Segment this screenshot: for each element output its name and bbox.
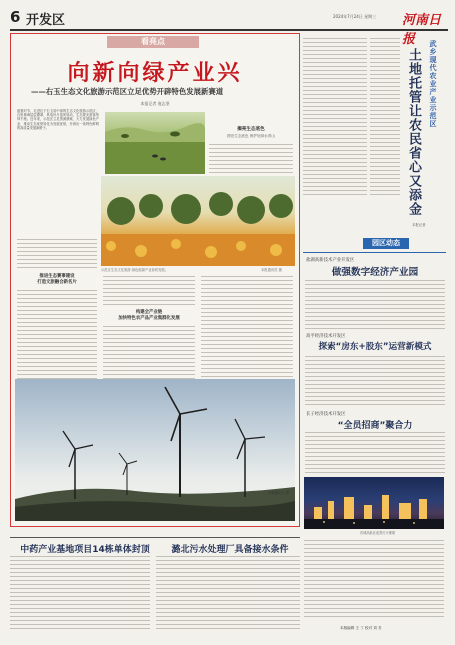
bottom-story3-body <box>304 540 444 620</box>
wind-photo-credit: 本报通讯员 摄 <box>268 491 289 495</box>
top-photo <box>105 112 205 174</box>
bottom-story2-title: 潞北污水处理厂具备接水条件 <box>171 545 289 555</box>
bottom-story2-body <box>156 556 300 632</box>
night-photo <box>304 477 444 529</box>
top-photo-caption <box>209 126 293 174</box>
park-news-label-bg <box>363 238 409 249</box>
page-number: 6 <box>10 8 21 26</box>
photo-credit: 本报通讯员 摄 <box>261 268 282 272</box>
side-caption-title: 擦亮生态底色 <box>237 127 265 132</box>
news3-title: “全员招商”聚合力 <box>337 421 413 431</box>
footer-credits: 本版编辑 王 丁 校对 刘 芳 <box>340 626 382 630</box>
body-col-2 <box>103 276 195 306</box>
photo-caption: 示范区生态文化旅游 绿色能源产业协同发展。 <box>101 268 168 272</box>
masthead: 河南日报 <box>402 13 442 47</box>
headline: 向新向绿产业兴 <box>67 60 243 86</box>
news3-body <box>305 432 445 476</box>
subheading-1: 推进生态赛事建设 打造文旅融合新名片 <box>37 274 77 285</box>
right-byline: 本报记者 <box>412 223 426 227</box>
body-col-1-upper <box>17 239 97 271</box>
news2-body <box>305 356 445 408</box>
header-rule <box>10 29 448 31</box>
park-news-rule <box>303 252 446 253</box>
issue-date: 2024年7月24日 星期三 <box>333 14 377 19</box>
subheading-2: 构建全产业链 加快特色农产品产业集群化发展 <box>118 310 180 321</box>
right-col-text-2 <box>370 38 400 198</box>
right-col-text-1 <box>303 38 367 198</box>
byline: 本报记者 庞志坚 <box>140 101 170 106</box>
intro-text: 盛夏时节，走进位于右玉县中部的生态文化旅游示范区，百里林海层层叠翠，风电叶片迎风转动，生态观光游客络绎不绝。近年来，示范区立足资源禀赋，大力发展绿色产业，推动生态优势转化为发展优势，开辟出一条特色鲜明的高质量发展新路子。 <box>17 109 99 130</box>
flower-photo <box>101 176 295 266</box>
right-headline: 土地托管让农民省心又添金 <box>406 48 421 216</box>
banner-label: 看亮点 <box>141 37 165 46</box>
news1-title: 做强数字经济产业园 <box>331 267 419 278</box>
news1-kicker: 盐湖高新技术产业开发区 <box>306 258 355 263</box>
bottom-story1-title: 中药产业基地项目14栋单体封顶 <box>20 545 150 555</box>
news2-kicker: 高平经济技术开发区 <box>306 334 346 339</box>
lead-story-frame <box>10 33 300 527</box>
subhead: ——右玉生态文化旅游示范区立足优势开辟特色发展新赛道 <box>31 87 224 96</box>
bottom-story1-body <box>10 556 150 632</box>
news1-body <box>305 280 445 330</box>
section-name: 开发区 <box>26 13 66 28</box>
bottom-rule <box>10 537 300 538</box>
side-caption-body: 擦亮生态底色 保护好绿水青山 <box>227 134 275 138</box>
night-photo-caption: 晋城高新区夜景灯火璀璨 <box>360 531 396 535</box>
right-kicker: 武乡现代农业产业示范区 <box>429 40 437 128</box>
banner-bg <box>107 36 199 48</box>
park-news-label: 园区动态 <box>372 239 400 247</box>
news3-kicker: 长子经济技术开发区 <box>306 412 346 417</box>
news2-title: 探索“房东+股东”运营新模式 <box>318 342 432 352</box>
wind-turbine-photo <box>15 379 295 521</box>
